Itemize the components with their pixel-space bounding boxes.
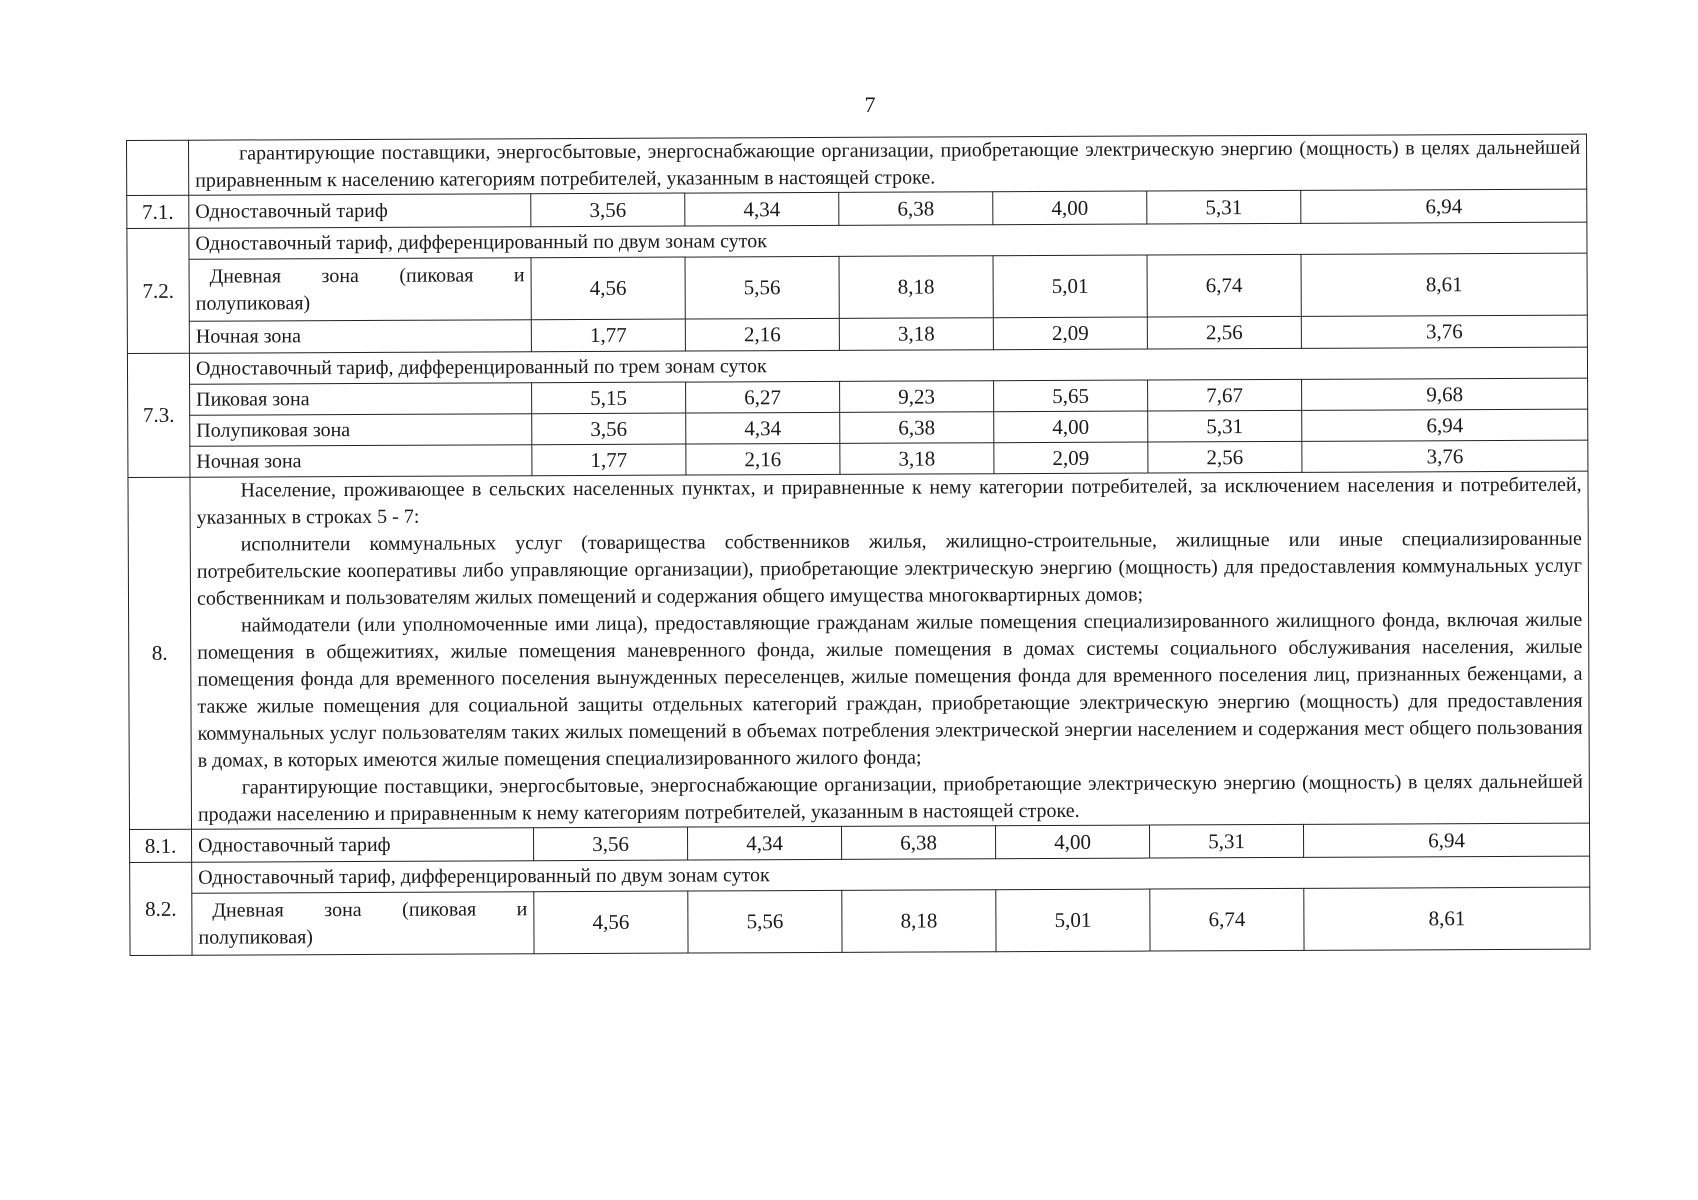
row-number: 7.2. bbox=[127, 228, 190, 353]
tariff-value: 6,74 bbox=[1150, 888, 1304, 951]
row-8-paragraph: гарантирующие поставщики, энергосбытовые, энергоснабжающие организации, приобретающие электрическую энергию (мощность) в целях дальнейшей продажи населению и приравненным к нему категориям потребителей, указанным в настоящей строке. bbox=[197, 770, 1583, 826]
tariff-value: 1,77 bbox=[531, 319, 685, 352]
row-header: Одноставочный тариф, дифференцированный по трем зонам суток bbox=[189, 347, 1587, 384]
night-zone-label: Ночная зона bbox=[189, 320, 531, 353]
tariff-value: 4,00 bbox=[996, 825, 1150, 859]
tariff-value: 2,16 bbox=[685, 318, 839, 351]
tariff-value: 5,56 bbox=[688, 890, 842, 953]
row-8-2-day bbox=[130, 887, 1590, 955]
tariff-value: 6,27 bbox=[686, 381, 840, 413]
row-label: Одноставочный тариф bbox=[189, 194, 531, 228]
tariff-value: 8,61 bbox=[1304, 887, 1590, 950]
tariff-value: 8,18 bbox=[842, 890, 996, 953]
tariff-value: 3,76 bbox=[1302, 440, 1588, 472]
tariff-value: 4,34 bbox=[688, 826, 842, 860]
tariff-value: 4,56 bbox=[534, 891, 688, 954]
tariff-value: 8,61 bbox=[1301, 253, 1587, 316]
tariff-value: 1,77 bbox=[532, 444, 686, 476]
tariff-value: 6,38 bbox=[840, 412, 994, 444]
label-word: зона bbox=[321, 264, 359, 287]
label-word: (пиковая bbox=[399, 263, 474, 287]
tariff-value: 2,56 bbox=[1148, 441, 1302, 473]
tariff-value: 2,56 bbox=[1147, 316, 1301, 349]
tariff-value: 6,74 bbox=[1147, 254, 1301, 317]
label-word: и bbox=[516, 897, 528, 920]
label-line-2: полупиковая) bbox=[195, 291, 311, 315]
row-7-text bbox=[189, 134, 1587, 195]
tariff-value: 3,56 bbox=[532, 413, 686, 445]
tariff-value: 3,56 bbox=[534, 827, 688, 861]
tariff-value: 6,38 bbox=[842, 826, 996, 860]
row-8 bbox=[128, 471, 1590, 829]
tariff-value: 5,15 bbox=[532, 382, 686, 414]
tariff-value: 6,94 bbox=[1303, 823, 1589, 857]
day-zone-label bbox=[192, 892, 534, 955]
peak-zone-label: Пиковая зона bbox=[190, 383, 532, 415]
tariff-value: 4,00 bbox=[994, 411, 1148, 443]
row-number: 8. bbox=[128, 477, 192, 829]
row-7-continuation bbox=[127, 134, 1587, 195]
day-zone-label bbox=[189, 258, 531, 321]
tariff-value: 8,18 bbox=[839, 256, 993, 319]
tariff-value: 6,38 bbox=[839, 192, 993, 226]
label-word: Дневная bbox=[212, 898, 284, 922]
row-7-paragraph: гарантирующие поставщики, энергосбытовые, энергоснабжающие организации, приобретающие электрическую энергию (мощность) в целях дальнейшей приравненным к населению категориям потребителей, указанным в настоящей строке. bbox=[195, 136, 1581, 192]
tariff-value: 4,56 bbox=[531, 257, 685, 320]
row-8-paragraph: Население, проживающее в сельских населенных пунктах, и приравненные к нему категории потребителей, за исключением населения и потребителей, указанных в строках 5 - 7: bbox=[196, 473, 1582, 529]
row-number: 8.2. bbox=[130, 862, 192, 955]
tariff-value: 9,68 bbox=[1302, 378, 1588, 410]
tariff-value: 5,31 bbox=[1148, 410, 1302, 442]
tariff-value: 4,00 bbox=[993, 191, 1147, 225]
row-header: Одноставочный тариф, дифференцированный по двум зонам суток bbox=[189, 222, 1587, 259]
tariff-value: 9,23 bbox=[840, 381, 994, 413]
row-7-2-day bbox=[127, 253, 1587, 321]
tariff-value: 5,31 bbox=[1149, 824, 1303, 858]
tariff-value: 6,94 bbox=[1301, 189, 1587, 223]
row-8-paragraph: исполнители коммунальных услуг (товарищества собственников жилья, жилищно-строительные, жилищные или иные специализированные потребительские кооперативы либо управляющие организации), приобретающие электрическую энергию (мощность) для предоставления коммунальных услуг собственникам и пользователям жилых помещений и содержания общего имущества многоквартирных домов; bbox=[196, 527, 1583, 610]
row-number-cell bbox=[127, 140, 189, 195]
page-number: 7 bbox=[864, 92, 876, 117]
tariff-value: 2,16 bbox=[686, 443, 840, 475]
row-number: 8.1. bbox=[130, 829, 192, 862]
tariff-value: 5,01 bbox=[993, 255, 1147, 318]
row-number: 7.3. bbox=[127, 353, 190, 477]
label-word: Дневная bbox=[209, 264, 282, 288]
tariff-value: 3,56 bbox=[531, 193, 685, 227]
tariff-value: 7,67 bbox=[1148, 379, 1302, 411]
label-line-2: полупиковая) bbox=[198, 925, 313, 949]
tariff-value: 3,76 bbox=[1301, 315, 1587, 348]
tariff-value: 5,01 bbox=[996, 889, 1150, 952]
tariff-table bbox=[126, 134, 1591, 956]
label-word: зона bbox=[324, 898, 362, 921]
semipeak-zone-label: Полупиковая зона bbox=[190, 414, 532, 446]
row-number: 7.1. bbox=[127, 195, 189, 228]
row-8-text bbox=[190, 471, 1590, 829]
tariff-value: 6,94 bbox=[1302, 409, 1588, 441]
tariff-value: 5,31 bbox=[1147, 190, 1301, 224]
row-label: Одноставочный тариф bbox=[192, 828, 534, 862]
label-word: (пиковая bbox=[402, 897, 477, 921]
row-header: Одноставочный тариф, дифференцированный по двум зонам суток bbox=[192, 856, 1590, 893]
tariff-value: 2,09 bbox=[993, 317, 1147, 350]
tariff-value: 5,65 bbox=[994, 380, 1148, 412]
label-word: и bbox=[513, 263, 525, 286]
row-8-paragraph: наймодатели (или уполномоченные ими лица), предоставляющие гражданам жилые помещения специализированного жилищного фонда, включая жилые помещения в общежитиях, жилые помещения маневренного фонда, жилые помещения в домах системы социального обслуживания населения, жилые помещения фонда для временного поселения вынужденных переселенцев, жилые помещения фонда для временного поселения лиц, признанных беженцами, а также жилые помещения для социальной защиты отдельных категорий граждан, приобретающие электрическую энергию (мощность) для предоставления коммунальных услуг пользователям таких жилых помещений в объемах потребления электрической энергии населением и содержания мест общего пользования в домах, в которых имеются жилые помещения специализированного жилого фонда; bbox=[197, 608, 1583, 772]
tariff-value: 3,18 bbox=[840, 443, 994, 475]
night-zone-label: Ночная зона bbox=[190, 445, 532, 477]
tariff-value: 4,34 bbox=[686, 412, 840, 444]
tariff-value: 2,09 bbox=[994, 442, 1148, 474]
tariff-value: 3,18 bbox=[839, 318, 993, 351]
tariff-value: 5,56 bbox=[685, 256, 839, 319]
tariff-value: 4,34 bbox=[685, 192, 839, 226]
